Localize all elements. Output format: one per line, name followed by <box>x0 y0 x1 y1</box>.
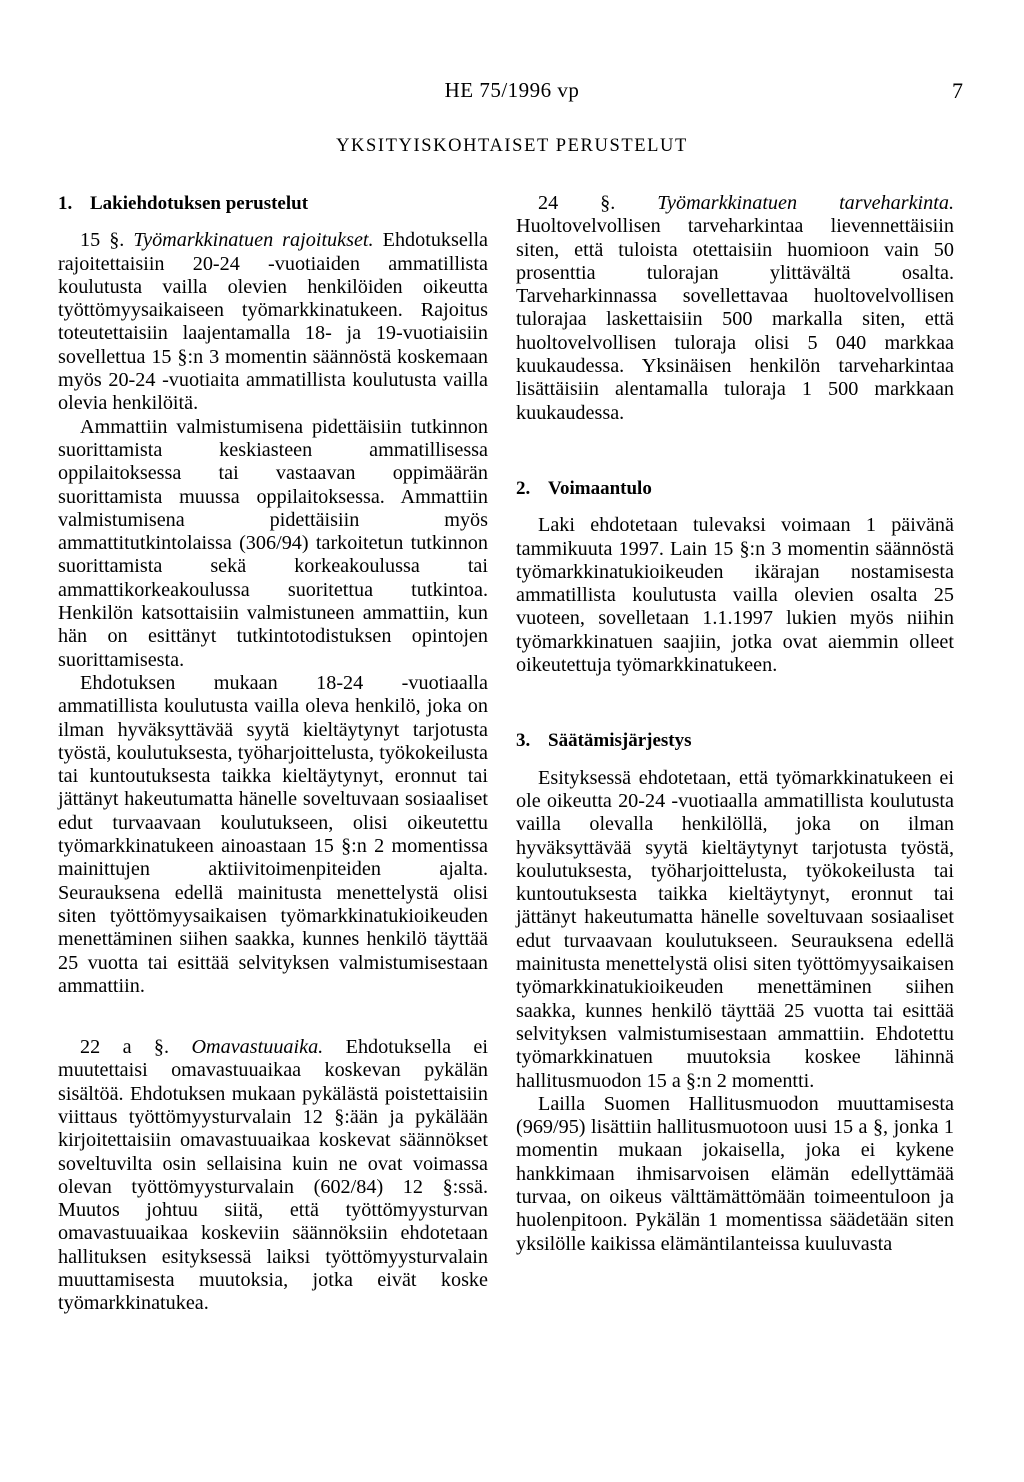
paragraph: Esityksessä ehdotetaan, että työmarkkinatukeen ei ole oikeutta 20-24 -vuotiaalla ammatillista koulutusta vailla olevalla henkilöllä, joka on ilman hyväksyttävää syytä kieltäytynyt tarjotusta työstä, koulutuksesta, työharjoittelusta, työkokeilusta tai kuntoutuksesta taikka kieltäytynyt, eronnut tai jättänyt hakeutumatta hänelle soveltuvaan sosiaaliset edut turvaavaan koulutukseen. Seurauksena edellä mainitusta menettelystä olisi siten työttömyysaikaisen työmarkkinatukioikeuden menettäminen siihen saakka, kunnes henkilö täyttää 25 vuotta tai esittää selvityksen valmistumisestaan ammattiin. Ehdotettu työmarkkinatuen muutoksia koskee lähinnä hallitusmuodon 15 a §:n 2 momentti. <box>516 766 954 1092</box>
section-title: Työmarkkinatuen tarveharkinta. <box>657 192 954 214</box>
document-title: YKSITYISKOHTAISET PERUSTELUT <box>336 136 688 156</box>
section-label: 24 §. <box>538 192 658 214</box>
section-label: 15 §. <box>80 229 134 252</box>
running-head: HE 75/1996 vp <box>444 78 580 102</box>
paragraph: Ehdotuksen mukaan 18-24 -vuotiaalla ammatillista koulutusta vailla oleva henkilö, joka on ilman hyväksyttävää syytä kieltäytynyt tarjotusta työstä, koulutuksesta, työharjoittelusta, työkokeilusta tai kuntoutuksesta taikka kieltäytynyt, eronnut tai jättänyt hakeutumatta hänelle soveltuvaan sosiaaliset edut turvaavaan koulutukseen, olisi oikeutettu työmarkkinatukeen ainoastaan 15 §:n 2 momentissa mainittujen aktiivitoimenpiteiden ajalta. Seurauksena edellä mainitusta menettelystä olisi siten työttömyysaikaisen työmarkkinatukioikeuden menettäminen siihen saakka, kunnes henkilö täyttää 25 vuotta tai esittää selvityksen valmistumisestaan ammattiin. <box>58 671 488 997</box>
paragraph-text: Huoltovelvollisen tarveharkintaa lievennettäisiin siten, että tuloista otettaisiin huomioon vain 50 prosenttia tulorajan ylittävältä osalta. Tarveharkinnassa sovellettavaa huoltovelvollisen tulorajaa laskettaisiin 500 markalla siten, että huoltovelvollisen tuloraja olisi 5 040 markkaa kuukaudessa. Yksinäisen henkilön tarveharkintaa lisättäisiin alentamalla tuloraja 1 500 markkaan kuukaudessa. <box>516 215 954 424</box>
section-heading-1 <box>58 192 488 215</box>
paragraph-24 <box>516 192 954 425</box>
paragraph: Ammattiin valmistumisena pidettäisiin tutkinnon suorittamista keskiasteen ammatillisessa oppilaitoksessa tai vastaavan oppimäärän suorittamista muussa oppilaitoksessa. Ammattiin valmistumisena pidettäisiin myös ammattitutkintolaissa (306/94) tarkoitetun tutkinnon suorittamista sekä korkeakoulussa tai ammattikorkeakoulussa suoritettua tutkintoa. Henkilön katsottaisiin valmistuneen ammattiin, kun hän on esittänyt tutkintotodistuksen opintojen suorittamisesta. <box>58 415 488 671</box>
paragraph-text: Ehdotuksella ei muutettaisi omavastuuaikaa koskevan pykälän sisältöä. Ehdotuksen mukaan pykälästä poistettaisiin viittaus työttömyysturvalain 12 §:ään ja pykälään kirjoitettaisiin omavastuuaikaa koskevat säännökset soveltuvilta osin sellaisina kuin ne ovat voimassa olevan työttömyysturvalain (602/84) 12 §:ssä. Muutos johtuu siitä, että työttömyysturvan omavastuuaikaa koskeviin säännöksiin ehdotetaan hallituksen esityksessä laiksi työttömyysturvalain muuttamisesta muutoksia, jotka eivät koske työmarkkinatukea. <box>58 1036 488 1315</box>
section-heading-text: Säätämisjärjestys <box>548 730 692 752</box>
section-heading-2 <box>516 477 954 500</box>
paragraph-text: Ehdotuksella rajoitettaisiin 20-24 -vuotiaiden ammatillista koulutusta vailla olevien henkilöiden oikeutta työttömyysaikaiseen työmarkkinatukeen. Rajoitus toteutettaisiin laajentamalla 18- ja 19-vuotiaisiin sovellettua 15 §:n 3 momentin säännöstä koskemaan myös 20-24 -vuotiaita ammatillista koulutusta vailla olevia henkilöitä. <box>58 229 489 415</box>
section-heading-3 <box>516 729 954 752</box>
section-number: 3. <box>516 730 531 752</box>
page-number: 7 <box>952 78 963 103</box>
section-heading-text: Voimaantulo <box>548 477 652 499</box>
section-number: 2. <box>516 477 531 499</box>
section-title: Omavastuuaika. <box>191 1036 324 1059</box>
paragraph: Lailla Suomen Hallitusmuodon muuttamisesta (969/95) lisättiin hallitusmuotoon uusi 15 a §, jonka 1 momentin mukaan jokaisella, joka ei kykene hankkimaan ihmisarvoisen elämän edellyttämää turvaa, on oikeus välttämättömään toimeentuloon ja huolenpitoon. Pykälän 1 momentissa säädetään siten yksilölle kaikissa elämäntilanteissa kuuluvasta <box>516 1092 954 1255</box>
paragraph-22a <box>58 1036 488 1316</box>
paragraph: Laki ehdotetaan tulevaksi voimaan 1 päivänä tammikuuta 1997. Lain 15 §:n 3 momentin säännöstä työmarkkinatukioikeuden ikärajan nostamisesta ammatillista koulutusta vailla olevien osalta 25 vuoteen, sovelletaan 1.1.1997 lukien myös niihin työmarkkinatuen saajiin, jotka ovat aiemmin olleet oikeutettuja työmarkkinatukeen. <box>516 514 954 677</box>
section-number: 1. <box>58 193 73 214</box>
paragraph-15-intro <box>58 229 488 415</box>
section-label: 22 a §. <box>80 1036 192 1059</box>
right-column <box>516 192 954 1256</box>
section-heading-text: Lakiehdotuksen perustelut <box>90 193 309 214</box>
section-title: Työmarkkinatuen rajoitukset. <box>133 229 374 252</box>
left-column <box>58 192 488 1316</box>
